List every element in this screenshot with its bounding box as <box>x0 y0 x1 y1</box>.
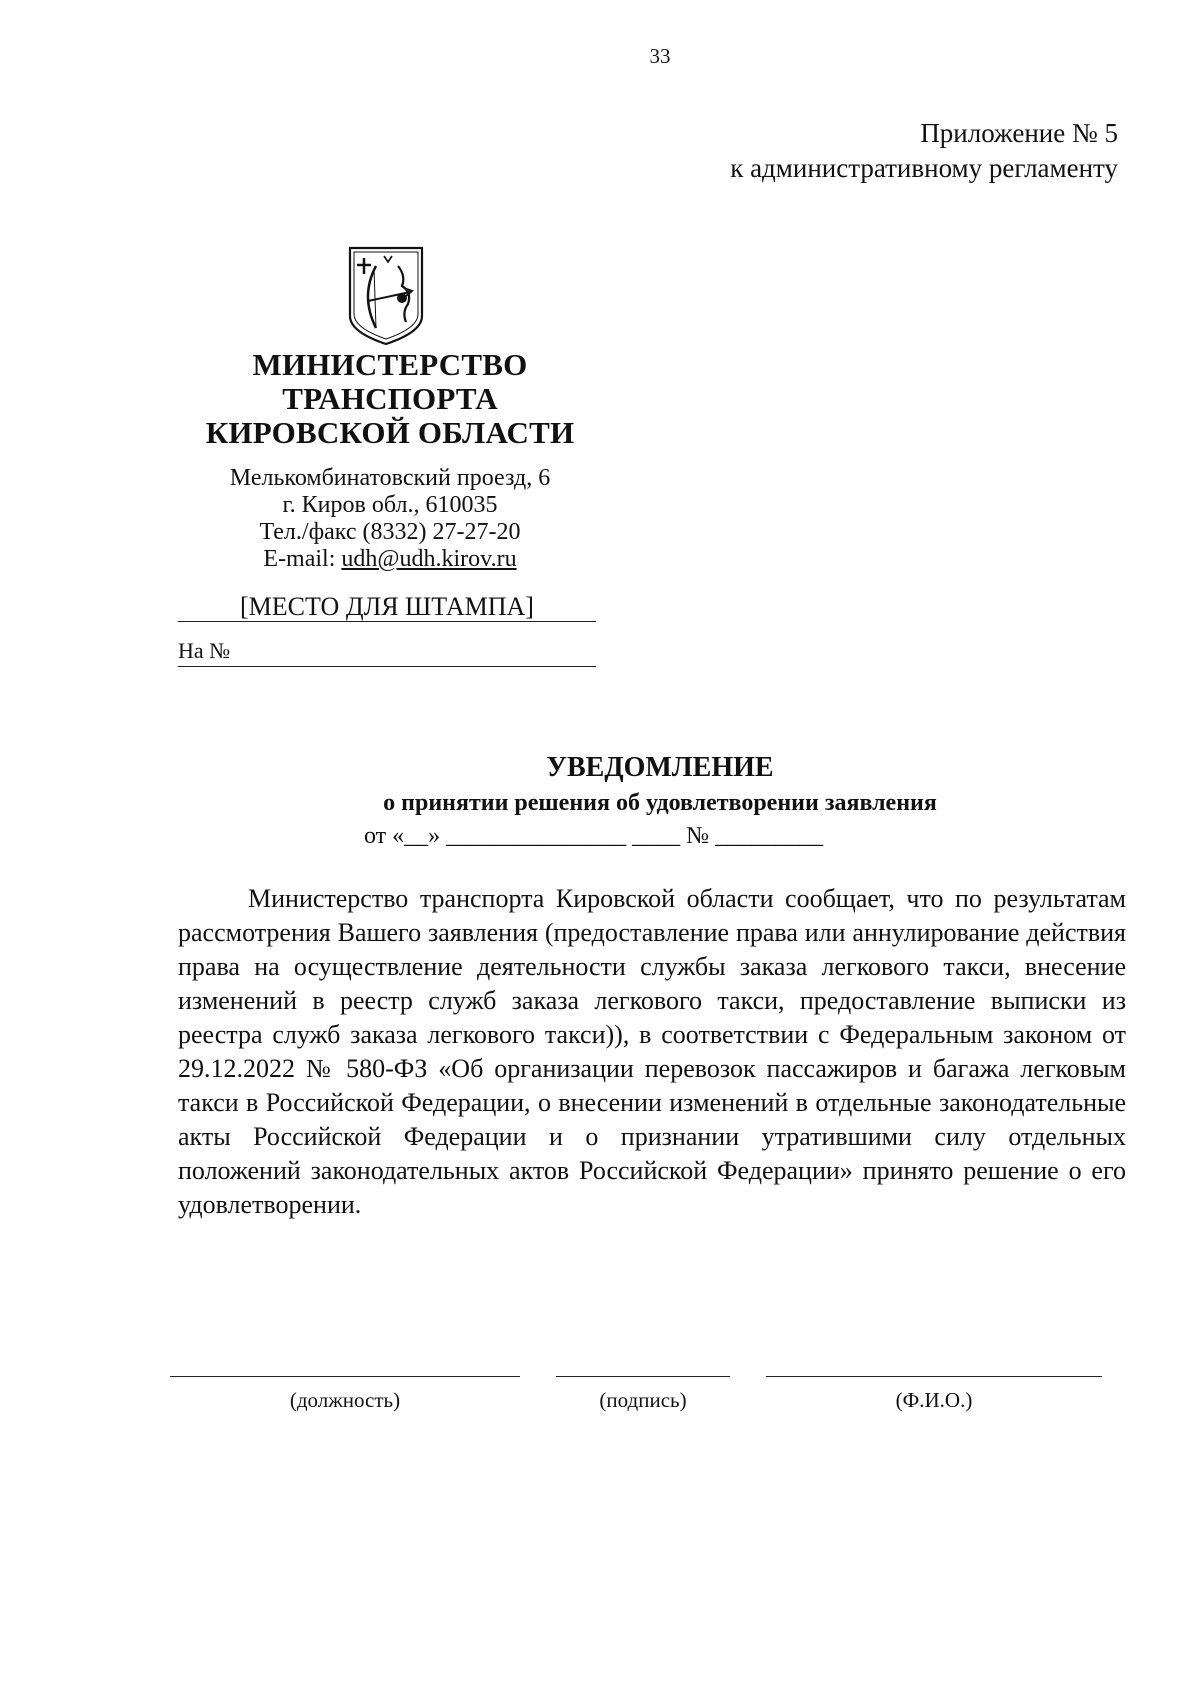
kirov-region-coat-of-arms-icon <box>346 246 426 346</box>
notice-title: УВЕДОМЛЕНИЕ <box>546 752 774 783</box>
email-label: E-mail: <box>263 546 342 572</box>
reference-number-label: На № <box>178 638 231 663</box>
appendix-number: Приложение № 5 <box>920 118 1118 148</box>
email-link[interactable]: udh@udh.kirov.ru <box>341 546 517 572</box>
page-number: 33 <box>649 44 671 68</box>
reference-number-line <box>178 666 596 667</box>
stamp-placeholder: [МЕСТО ДЛЯ ШТАМПА] <box>240 592 534 621</box>
ministry-line-2: ТРАНСПОРТА <box>282 381 498 416</box>
position-line <box>170 1376 520 1377</box>
notice-subtitle: о принятии решения об удовлетворении заявления <box>383 790 937 816</box>
appendix-header <box>730 116 1118 186</box>
stamp-underline <box>178 620 596 622</box>
ministry-address <box>190 465 590 573</box>
address-phone: Тел./факс (8332) 27-27-20 <box>259 519 521 545</box>
position-label: (должность) <box>289 1388 401 1412</box>
ministry-line-3: КИРОВСКОЙ ОБЛАСТИ <box>205 415 575 450</box>
ministry-name <box>190 348 590 450</box>
full-name-label: (Ф.И.О.) <box>895 1388 973 1412</box>
full-name-line <box>766 1376 1102 1377</box>
notice-body: Министерство транспорта Кировской области сообщает, что по результатам рассмотрения Вашего заявления (предоставление права или аннулирование действия права на осуществление деятельности службы заказа легкового такси, внесение изменений в реестр служб заказа легкового такси, предоставление выписки из реестра служб заказа легкового такси)), в соответствии с Федеральным законом от 29.12.2022 № 580-ФЗ «Об организации перевозок пассажиров и багажа легковым такси в Российской Федерации, о внесении изменений в отдельные законодательные акты Российской Федерации и о признании утратившими силу отдельных положений законодательных актов Российской Федерации» принято решение о его удовлетворении. <box>178 884 1126 1219</box>
ministry-line-1: МИНИСТЕРСТВО <box>252 347 528 382</box>
signature-label: (подпись) <box>599 1388 687 1412</box>
notice-date-line: от «__» _______________ ____ № _________ <box>364 823 824 849</box>
appendix-reference: к административному регламенту <box>730 153 1118 183</box>
address-street: Мелькомбинатовский проезд, 6 <box>229 465 551 491</box>
address-city: г. Киров обл., 610035 <box>282 492 498 518</box>
signature-line <box>556 1376 730 1377</box>
address-email-row <box>190 546 590 573</box>
